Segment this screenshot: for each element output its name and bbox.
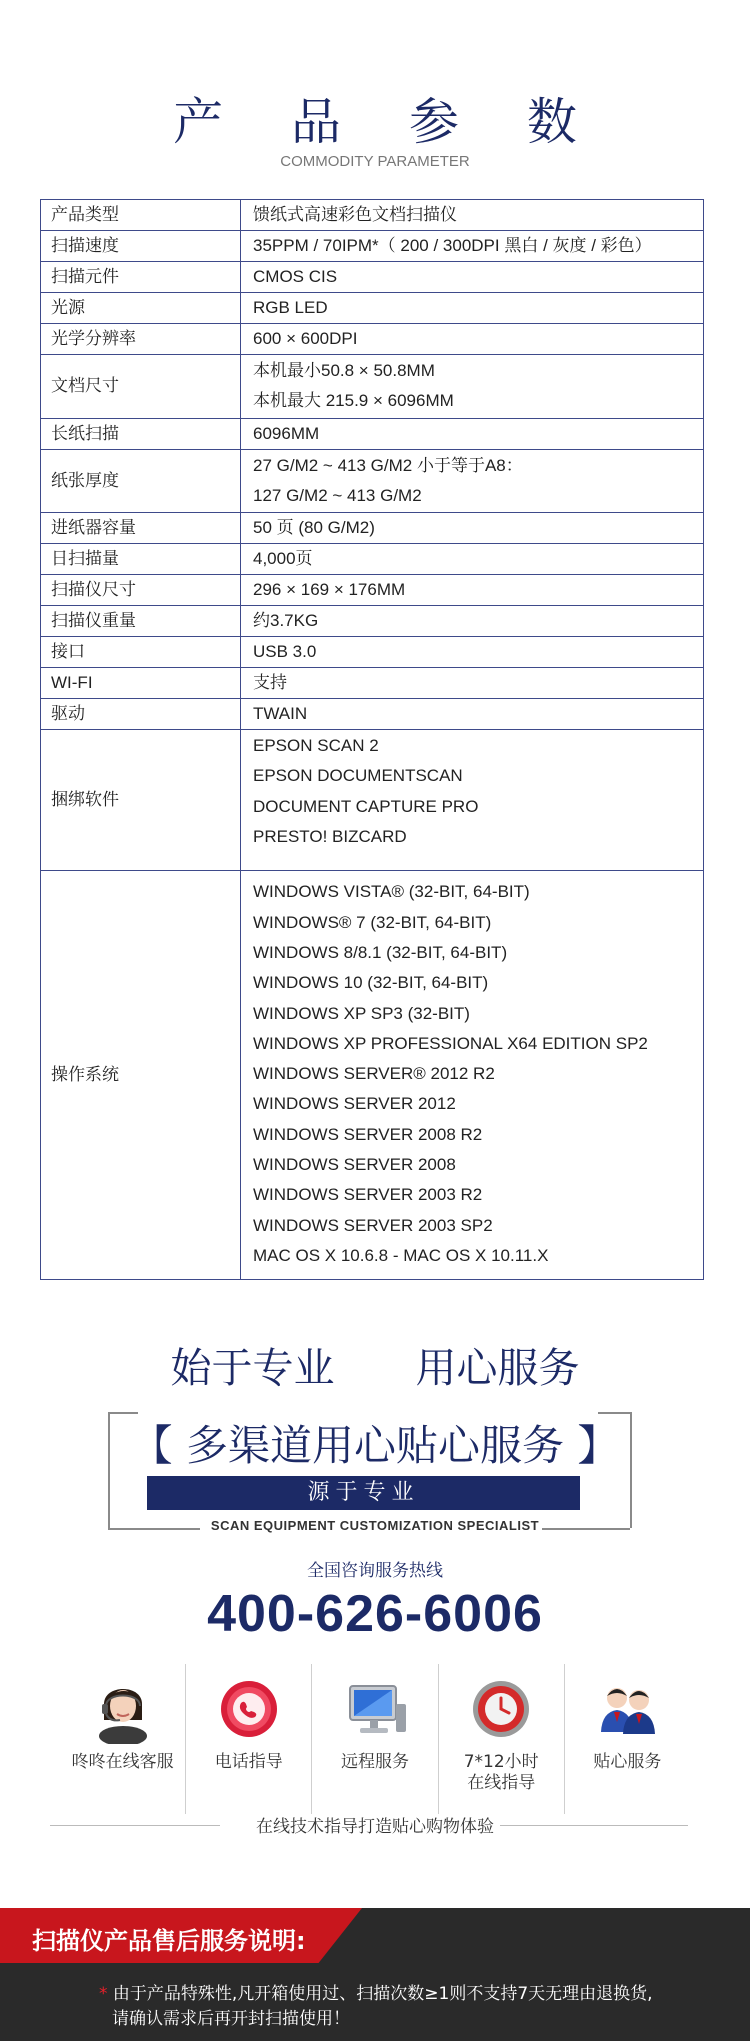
service-item-hours[interactable]	[438, 1664, 564, 1814]
spec-value	[241, 449, 704, 513]
spec-label: 扫描元件	[41, 262, 241, 293]
service-item-online[interactable]	[60, 1664, 185, 1814]
spec-label: 扫描仪重量	[41, 606, 241, 637]
banner-caption: SCAN EQUIPMENT CUSTOMIZATION SPECIALIST	[210, 1518, 540, 1533]
divider-caption: 在线技术指导打造贴心购物体验	[256, 1817, 494, 1837]
spec-value	[241, 355, 704, 419]
spec-label: 文档尺寸	[41, 355, 241, 419]
spec-value-line: EPSON DOCUMENTSCAN	[253, 766, 463, 786]
clock-icon	[466, 1674, 536, 1744]
spec-row	[41, 668, 704, 699]
spec-value-line: 127 G/M2 ~ 413 G/M2	[253, 485, 422, 505]
spec-label: 进纸器容量	[41, 513, 241, 544]
spec-row	[41, 730, 704, 871]
spec-value-line: 本机最大 215.9 × 6096MM	[253, 391, 454, 411]
spec-value-line: RGB LED	[253, 298, 328, 317]
spec-row	[41, 637, 704, 668]
spec-row	[41, 699, 704, 730]
service-banner: 【 多渠道用心贴心服务 】	[130, 1421, 620, 1470]
spec-value-line: 本机最小50.8 × 50.8MM	[253, 361, 435, 380]
spec-label: 光源	[41, 293, 241, 324]
spec-value-line: WINDOWS XP PROFESSIONAL X64 EDITION SP2	[253, 1033, 648, 1053]
footer-note	[99, 1982, 732, 2032]
hotline-label: 全国咨询服务热线	[307, 1561, 443, 1581]
spec-value	[241, 293, 704, 324]
spec-value-line: WINDOWS SERVER 2003 R2	[253, 1185, 483, 1205]
spec-value-line: 600 × 600DPI	[253, 329, 358, 348]
spec-row	[41, 418, 704, 449]
footer-title: 扫描仪产品售后服务说明:	[32, 1927, 306, 1955]
spec-table	[40, 199, 704, 1280]
spec-label: 接口	[41, 637, 241, 668]
spec-value	[241, 200, 704, 231]
page-subtitle: COMMODITY PARAMETER	[280, 153, 470, 170]
spec-value	[241, 637, 704, 668]
spec-row	[41, 355, 704, 419]
spec-value	[241, 668, 704, 699]
spec-value-line: CMOS CIS	[253, 267, 338, 286]
spec-row	[41, 575, 704, 606]
service-list	[60, 1664, 690, 1814]
spec-value	[241, 575, 704, 606]
spec-label: 日扫描量	[41, 544, 241, 575]
spec-label: 产品类型	[41, 200, 241, 231]
spec-value-line: WINDOWS SERVER 2003 SP2	[253, 1215, 493, 1235]
spec-row	[41, 262, 704, 293]
spec-value-line: 馈纸式高速彩色文档扫描仪	[253, 205, 457, 224]
phone-icon	[214, 1674, 284, 1744]
spec-value-line: 6096MM	[253, 423, 320, 443]
service-label: 贴心服务	[593, 1752, 662, 1772]
team-icon	[592, 1674, 662, 1744]
customer-service-agent-icon	[88, 1674, 158, 1744]
service-label: 7*12小时 在线指导	[463, 1752, 539, 1793]
spec-value-line: 4,000页	[253, 549, 313, 569]
footer-note-line2: 请确认需求后再开封扫描使用！	[112, 2009, 350, 2029]
spec-row	[41, 544, 704, 575]
spec-value	[241, 418, 704, 449]
spec-value-line: WINDOWS XP SP3 (32-BIT)	[253, 1003, 470, 1023]
spec-label: 纸张厚度	[41, 449, 241, 513]
spec-row	[41, 200, 704, 231]
service-label: 咚咚在线客服	[71, 1752, 174, 1772]
service-label: 电话指导	[214, 1752, 283, 1772]
spec-value-line: 27 G/M2 ~ 413 G/M2 小于等于A8：	[253, 455, 523, 475]
spec-value	[241, 513, 704, 544]
spec-row	[41, 293, 704, 324]
spec-label: 光学分辨率	[41, 324, 241, 355]
banner-bar: 源于专业	[147, 1476, 580, 1510]
spec-value-line: USB 3.0	[253, 642, 317, 662]
service-item-remote[interactable]	[311, 1664, 437, 1814]
spec-label: 驱动	[41, 699, 241, 730]
spec-value-line: WINDOWS SERVER® 2012 R2	[253, 1064, 495, 1084]
spec-row	[41, 606, 704, 637]
spec-value-line: TWAIN	[253, 704, 308, 724]
spec-label: 操作系统	[41, 871, 241, 1280]
spec-value-line: 支持	[253, 673, 287, 693]
spec-value-line: WINDOWS 10 (32-BIT, 64-BIT)	[253, 973, 489, 993]
spec-value	[241, 231, 704, 262]
spec-value-line: WINDOWS 8/8.1 (32-BIT, 64-BIT)	[253, 942, 508, 962]
spec-row	[41, 231, 704, 262]
slogan-right: 用心服务	[415, 1344, 580, 1392]
spec-row	[41, 449, 704, 513]
spec-value-line: WINDOWS SERVER 2008 R2	[253, 1124, 483, 1144]
spec-value	[241, 871, 704, 1280]
spec-row	[41, 324, 704, 355]
page-title: 产 品 参 数	[173, 93, 603, 151]
spec-value-line: WINDOWS VISTA® (32-BIT, 64-BIT)	[253, 882, 530, 902]
footer-note-line1: 由于产品特殊性,凡开箱使用过、扫描次数≥1则不支持7天无理由退换货,	[112, 1984, 653, 2004]
asterisk-icon: *	[99, 1984, 108, 2004]
slogan	[0, 1335, 750, 1394]
spec-value-line: DOCUMENT CAPTURE PRO	[253, 796, 479, 816]
spec-value-line: MAC OS X 10.6.8 - MAC OS X 10.11.X	[253, 1245, 549, 1265]
spec-value-line: 35PPM / 70IPM*（ 200 / 300DPI 黑白 / 灰度 / 彩色）	[253, 236, 652, 255]
spec-value-line: WINDOWS SERVER 2012	[253, 1094, 456, 1114]
spec-value-line: 296 × 169 × 176MM	[253, 580, 406, 600]
service-label: 远程服务	[341, 1752, 409, 1772]
service-item-care[interactable]	[564, 1664, 690, 1814]
spec-value	[241, 606, 704, 637]
spec-row	[41, 513, 704, 544]
spec-label: WI-FI	[41, 668, 241, 699]
spec-label: 扫描仪尺寸	[41, 575, 241, 606]
spec-value-line: WINDOWS® 7 (32-BIT, 64-BIT)	[253, 912, 492, 932]
spec-row	[41, 871, 704, 1280]
spec-label: 捆绑软件	[41, 730, 241, 871]
spec-value	[241, 324, 704, 355]
service-item-phone[interactable]	[185, 1664, 311, 1814]
spec-value-line: WINDOWS SERVER 2008	[253, 1155, 456, 1175]
spec-value	[241, 730, 704, 871]
spec-value-line: 50 页 (80 G/M2)	[253, 518, 375, 538]
spec-value	[241, 544, 704, 575]
spec-value	[241, 699, 704, 730]
computer-icon	[340, 1674, 410, 1744]
spec-value-line: 约3.7KG	[253, 611, 319, 631]
after-sales-footer	[0, 1908, 750, 2041]
spec-value	[241, 262, 704, 293]
hotline-number[interactable]: 400-626-6006	[207, 1585, 543, 1643]
spec-label: 长纸扫描	[41, 418, 241, 449]
spec-label: 扫描速度	[41, 231, 241, 262]
spec-value-line: PRESTO! BIZCARD	[253, 827, 407, 847]
slogan-left: 始于专业	[170, 1344, 335, 1392]
spec-value-line: EPSON SCAN 2	[253, 736, 379, 756]
